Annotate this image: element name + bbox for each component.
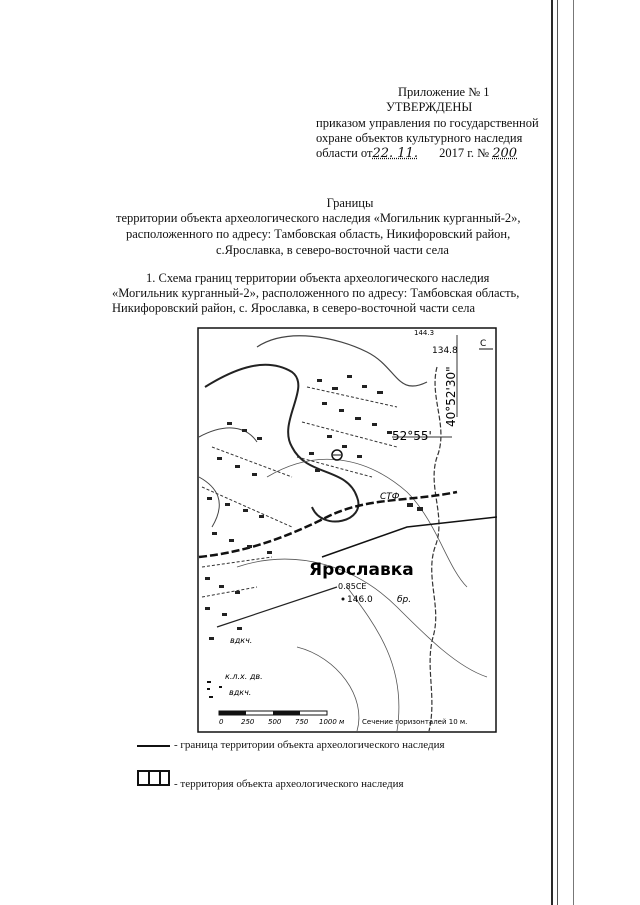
order-line-2: охране объектов культурного наследия [316, 131, 523, 145]
scale-tick: 0 [219, 718, 224, 726]
title-line-4: с.Ярославка, в северо-восточной части села [216, 243, 449, 257]
title-line-2: территории объекта археологического наследия «Могильник курганный-2», [116, 211, 521, 225]
scale-tick: 250 [241, 718, 255, 726]
map-latitude: 52°55' [392, 429, 432, 443]
map-village-name: Ярославка [309, 560, 414, 580]
section-line-3: Никифоровский район, с. Ярославка, в северо-восточной части села [112, 301, 476, 315]
map-vdkch-1: вдкч. [230, 636, 253, 645]
legend-boundary-text: - граница территории объекта археологического наследия [174, 739, 445, 751]
map-elev-146: 146.0 [347, 595, 373, 605]
legend-territory-text: - территория объекта археологического наследия [174, 778, 404, 790]
order-line-1: приказом управления по государственной [316, 116, 539, 130]
map-stf-label: СТФ [380, 492, 400, 502]
map-vdkch-2: вдкч. [229, 688, 252, 697]
section-line-1: 1. Схема границ территории объекта археологического наследия [146, 271, 490, 285]
scan-edge-line [551, 0, 553, 905]
scan-edge-line [573, 0, 574, 905]
topographic-map [197, 327, 497, 733]
title-line-1: Границы [326, 196, 374, 210]
title-line-3: расположенного по адресу: Тамбовская область, Никифоровский район, [126, 227, 511, 241]
map-klkh-label: к.л.х. дв. [225, 672, 263, 681]
scan-edge-line [557, 0, 558, 905]
map-elev-1348: 134.8 [432, 346, 458, 356]
approved-label: УТВЕРЖДЕНЫ [386, 100, 473, 114]
order-number-handwritten: 200 [492, 146, 518, 161]
map-longitude: 40°52'30" [444, 366, 458, 427]
order-date-handwritten: 22. 11. [372, 146, 418, 161]
contour-interval: Сечение горизонталей 10 м. [362, 718, 468, 726]
map-height: 0.85СЕ [338, 582, 367, 591]
map-elev-top: 144.3 [414, 329, 435, 337]
order-year: 2017 г. № [439, 146, 490, 160]
map-br-label: бр. [397, 595, 412, 605]
appendix-label: Приложение № 1 [398, 85, 490, 99]
scale-tick: 750 [295, 718, 309, 726]
scale-tick: 500 [268, 718, 282, 726]
order-date-line [316, 145, 517, 162]
legend-boundary-swatch [137, 745, 170, 747]
order-prefix: области от [316, 146, 373, 160]
scale-tick: 1000 м [319, 718, 345, 726]
map-north-label: С [480, 339, 487, 349]
legend-territory-swatch [137, 770, 170, 786]
section-line-2: «Могильник курганный-2», расположенного по адресу: Тамбовская область, [112, 286, 520, 300]
